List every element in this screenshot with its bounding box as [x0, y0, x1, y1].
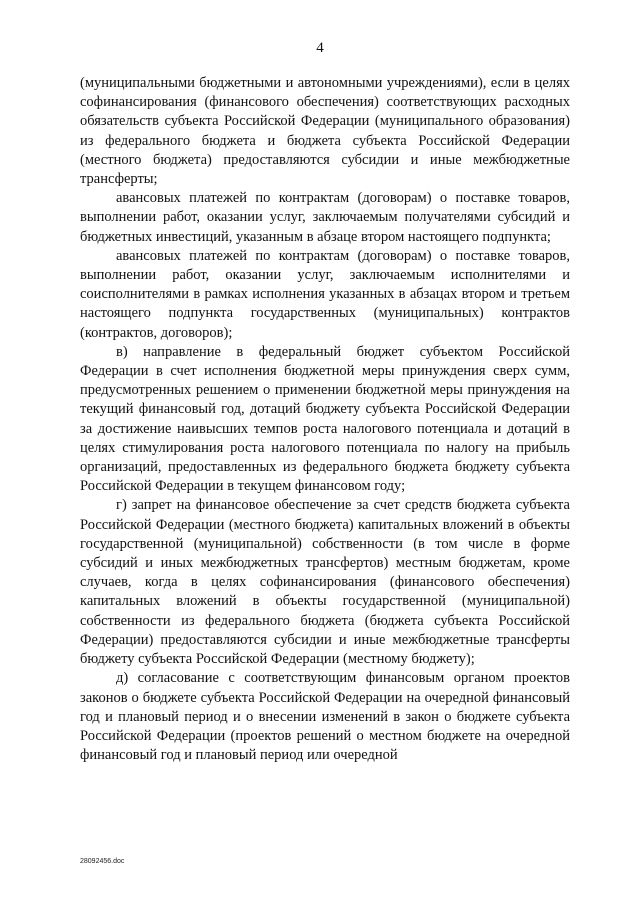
paragraph-continuation: (муниципальными бюджетными и автономными учреждениями), если в целях софинансирования (финансового обеспечения) соответствующих расходных обязательств субъекта Российской Федерации (муниципального образования) из федерального бюджета и бюджета субъекта Российской Федерации (местного бюджета) предоставляются субсидии и иные межбюджетные трансферты; — [80, 75, 570, 188]
page-number: 4 — [316, 40, 324, 56]
paragraph-item-v: в) направление в федеральный бюджет субъектом Российской Федерации в счет исполнения бюджетной меры принуждения сверх сумм, предусмотренных решением о применении бюджетной меры принуждения на текущий финансовый год, дотаций бюджету субъекта Российской Федерации за достижение наивысших темпов роста налогового потенциала и дотаций в целях стимулирования роста налогового потенциала по налогу на прибыль организаций, предоставленных из федерального бюджета бюджету субъекта Российской Федерации в текущем финансовом году; — [80, 343, 570, 495]
document-body — [80, 74, 570, 765]
paragraph-item-d: д) согласование с соответствующим финансовым органом проектов законов о бюджете субъекта Российской Федерации на очередной финансовый год и плановый период и о внесении изменений в закон о бюджете субъекта Российской Федерации (проектов решений о местном бюджете на очередной финансовый год и плановый период или очередной — [80, 670, 570, 764]
paragraph-advance-payments-recipients: авансовых платежей по контрактам (договорам) о поставке товаров, выполнении работ, оказании услуг, заключаемым получателями субсидий и бюджетных инвестиций, указанным в абзаце втором настоящего подпункта; — [80, 190, 570, 245]
file-name-footer: 28092456.doc — [80, 858, 125, 865]
paragraph-item-g: г) запрет на финансовое обеспечение за счет средств бюджета субъекта Российской Федерации (местного бюджета) капитальных вложений в объекты государственной (муниципальной) собственности (в том числе в форме субсидий и иных межбюджетных трансфертов) местным бюджетам, кроме случаев, когда в целях софинансирования (финансового обеспечения) капитальных вложений в объекты государственной (муниципальной) собственности из федерального бюджета (бюджета субъекта Российской Федерации) предоставляются субсидии и иные межбюджетные трансферты бюджету субъекта Российской Федерации (местному бюджету); — [80, 497, 570, 668]
paragraph-advance-payments-contractors: авансовых платежей по контрактам (договорам) о поставке товаров, выполнении работ, оказании услуг, заключаемым исполнителями и соисполнителями в рамках исполнения указанных в абзацах втором и третьем настоящего подпункта государственных (муниципальных) контрактов (контрактов, договоров); — [80, 247, 570, 341]
